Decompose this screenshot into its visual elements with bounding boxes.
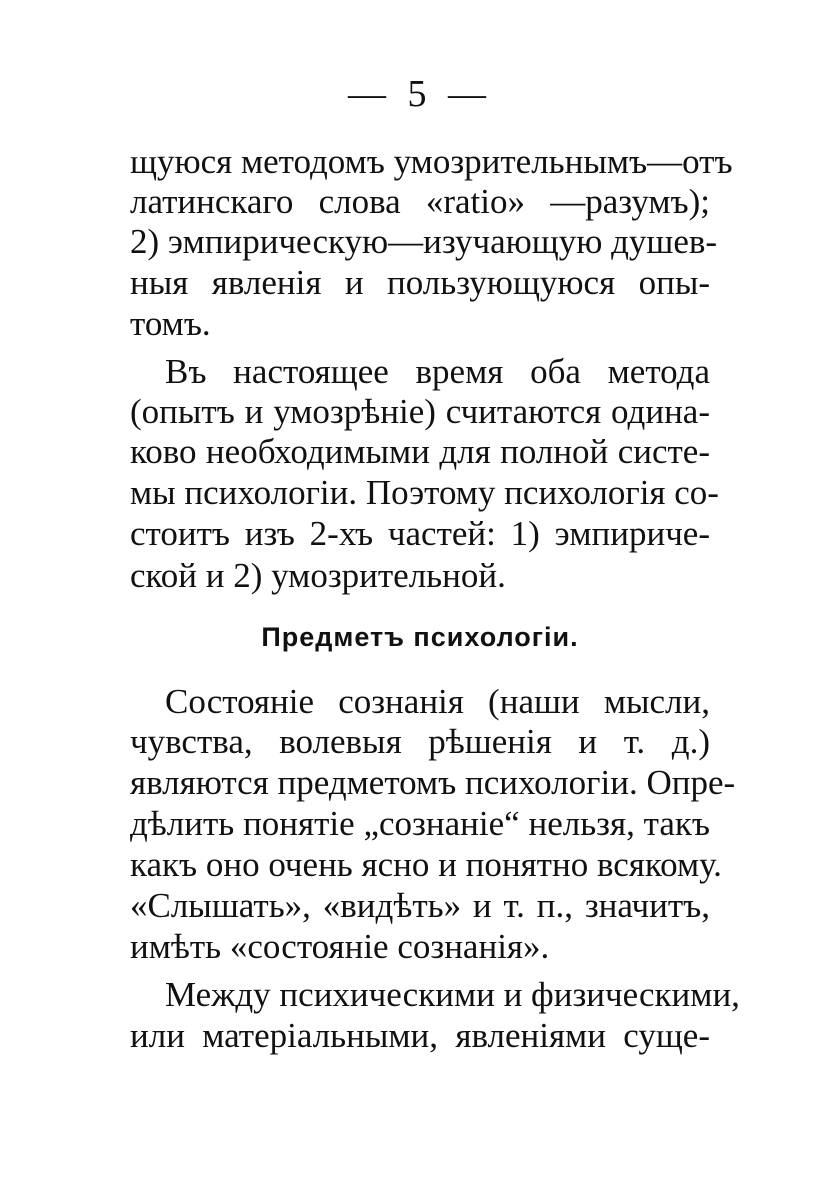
text-line: «Слышать», «видѣть» и т. п., значитъ,	[130, 886, 710, 925]
text-line: чувства, волевыя рѣшенія и т. д.)	[130, 722, 710, 761]
section-heading: Предметъ психологіи.	[261, 622, 579, 652]
text-line: Между психическими и физическими,	[165, 975, 740, 1014]
text-line: ково необходимыми для полной систе-	[130, 432, 710, 471]
text-line: являются предметомъ психологіи. Опре-	[130, 763, 736, 802]
text-line: мы психологіи. Поэтому психологія со-	[130, 473, 719, 512]
text-line: имѣть «состояніе сознанія».	[130, 927, 550, 966]
text-line: ской и 2) умозрительной.	[130, 556, 506, 595]
text-line: Состояніе сознанія (наши мысли,	[165, 682, 710, 721]
text-line: латинскаго слова «ratio» —разумъ);	[130, 182, 710, 221]
text-line: 2) эмпирическую—изучающую душев-	[130, 222, 718, 261]
text-line: дѣлить понятіе „сознаніе“ нельзя, такъ	[130, 804, 710, 843]
page-number: — 5 —	[348, 73, 492, 115]
text-line: томъ.	[130, 304, 211, 343]
text-line: или матеріальными, явленіями суще-	[130, 1016, 710, 1055]
text-line: щуюся методомъ умозрительнымъ—отъ	[130, 142, 733, 181]
text-line: Въ настоящее время оба метода	[165, 352, 710, 391]
text-line: стоитъ изъ 2-хъ частей: 1) эмпириче-	[130, 514, 710, 553]
text-line: ныя явленія и пользующуюся опы-	[130, 263, 710, 302]
text-line: какъ оно очень ясно и понятно всякому.	[130, 845, 722, 884]
text-line: (опытъ и умозрѣніе) считаются одина-	[130, 392, 710, 431]
